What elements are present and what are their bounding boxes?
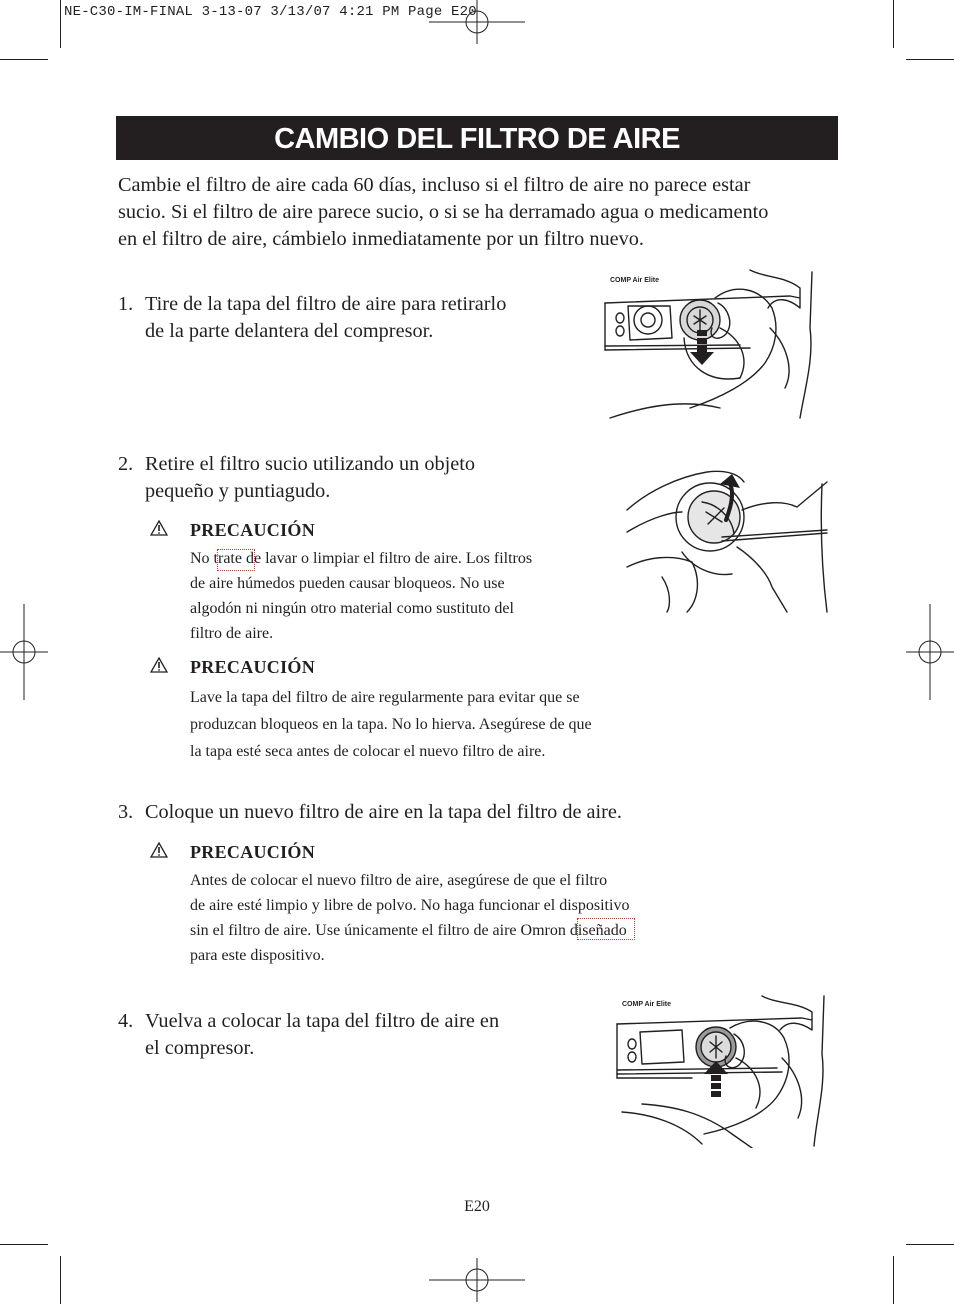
caution-line: Antes de colocar el nuevo filtro de aire, asegúrese de que el filtro [190,872,608,889]
registration-mark-icon [906,604,954,700]
step-number: 3. [118,801,134,823]
warning-triangle-icon [150,657,168,673]
registration-mark-icon [0,604,48,700]
step-number: 2. [118,453,134,475]
warning-triangle-icon [150,842,168,858]
caution-line: de aire húmedos pueden causar bloqueos. No use [190,575,505,592]
step-line: de la parte delantera del compresor. [145,320,434,342]
intro-line: sucio. Si el filtro de aire parece sucio, o si se ha derramado agua o medicamento [118,201,769,223]
intro-paragraph [118,172,848,253]
caution-body [190,684,710,765]
caution-heading: PRECAUCIÓN [190,657,316,677]
annotation-mark [217,549,255,571]
caution-line: Lave la tapa del filtro de aire regularmente para evitar que se [190,689,580,706]
step-4 [118,1008,578,1064]
caution-line: produzcan bloqueos en la tapa. No lo hierva. Asegúrese de que [190,716,592,733]
caution-line: sin el filtro de aire. Use únicamente el filtro de aire Omron diseñado [190,922,627,939]
step-1 [118,291,578,347]
caution-line: la tapa esté seca antes de colocar el nuevo filtro de aire. [190,743,546,760]
step-line: Coloque un nuevo filtro de aire en la tapa del filtro de aire. [145,801,622,823]
step-number: 1. [118,293,134,315]
registration-mark-icon [429,0,525,44]
illustration-remove-filter-cover [600,268,820,420]
warning-triangle-icon [150,520,168,536]
device-brand-label: COMP Air Elite [610,277,660,284]
registration-mark-icon [429,1258,525,1302]
step-line: Vuelva a colocar la tapa del filtro de aire en [145,1010,500,1032]
caution-heading: PRECAUCIÓN [190,842,316,862]
caution-line: No trate de lavar o limpiar el filtro de aire. Los filtros [190,550,533,567]
arrow-up-icon [704,1061,728,1097]
illustration-remove-dirty-filter [622,462,830,614]
step-line: Tire de la tapa del filtro de aire para retirarlo [145,293,507,315]
page-title: CAMBIO DEL FILTRO DE AIRE [274,123,680,155]
device-brand-label: COMP Air Elite [622,1001,672,1008]
step-line: Retire el filtro sucio utilizando un objeto [145,453,476,475]
annotation-mark [577,918,635,940]
page-number: E20 [464,1198,490,1215]
step-line: el compresor. [145,1037,255,1059]
caution-line: para este dispositivo. [190,947,325,964]
print-slug: NE-C30-IM-FINAL 3-13-07 3/13/07 4:21 PM Page E20 [64,4,477,20]
caution-heading: PRECAUCIÓN [190,520,316,540]
intro-line: en el filtro de aire, cámbielo inmediatamente por un filtro nuevo. [118,228,644,250]
intro-line: Cambie el filtro de aire cada 60 días, incluso si el filtro de aire no parece estar [118,174,751,196]
illustration-replace-filter-cover [612,994,832,1148]
caution-line: de aire esté limpio y libre de polvo. No haga funcionar el dispositivo [190,897,630,914]
step-number: 4. [118,1010,134,1032]
step-2 [118,451,578,507]
caution-line: algodón ni ningún otro material como sustituto del [190,600,514,617]
step-3 [118,799,738,827]
step-line: pequeño y puntiagudo. [145,480,331,502]
caution-line: filtro de aire. [190,625,274,642]
caution-body [190,868,730,968]
